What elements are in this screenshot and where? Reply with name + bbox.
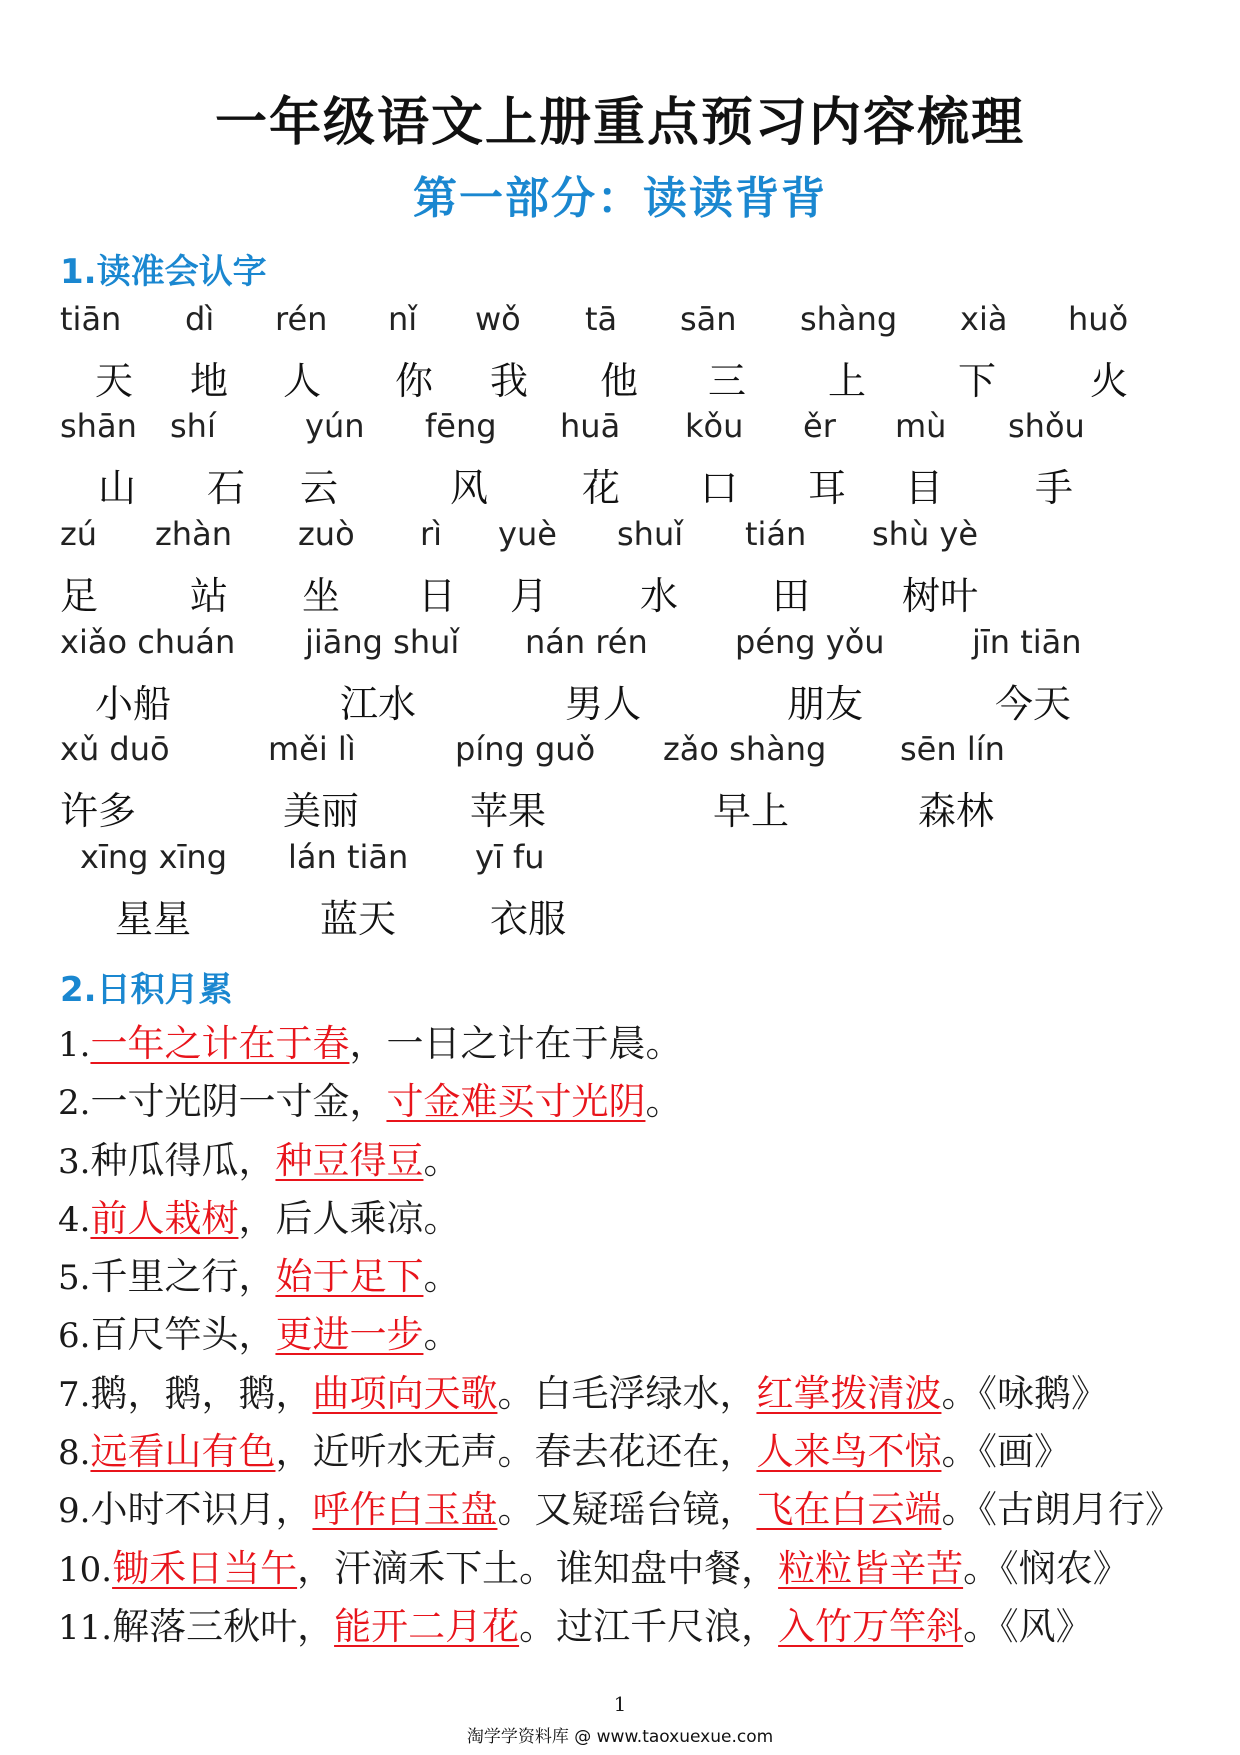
saying-number: 11. [58,1607,113,1648]
hanzi: 星星 [115,897,192,941]
saying-number: 5. [58,1258,91,1299]
saying-number: 6. [58,1316,91,1357]
saying-text: 。《风》 [963,1604,1093,1648]
pinyin: měi lì [268,730,356,768]
saying-number: 3. [58,1141,91,1182]
pinyin: shí [170,407,216,445]
saying-text: ，汗滴禾下土。谁知盘中餐， [297,1546,779,1590]
pinyin: ěr [803,407,836,445]
pinyin: huā [560,407,621,445]
pinyin: shān [60,407,137,445]
pinyin: yún [305,407,365,445]
saying-item [58,1540,1228,1598]
hanzi: 口 [700,466,739,510]
hanzi: 我 [490,359,529,403]
highlight-text: 一年之计在于春 [90,1022,350,1065]
saying-text: 。过江千尺浪， [519,1604,779,1648]
pinyin: yī fu [475,838,545,876]
saying-item [58,1190,1228,1248]
highlight-text: 入竹万竿斜 [778,1604,964,1648]
pinyin: fēng [425,407,497,445]
footer-watermark: 淘学学资料库 @ www.taoxuexue.com [466,1727,774,1747]
hanzi: 日 [418,574,457,618]
hanzi: 三 [708,359,747,403]
saying-text: 。《悯农》 [963,1546,1130,1590]
hanzi: 坐 [302,574,341,618]
highlight-text: 红掌拨清波 [756,1371,942,1415]
pinyin: tián [745,515,807,553]
hanzi: 花 [582,466,621,510]
hanzi: 月 [510,574,549,618]
hanzi: 森林 [918,789,995,833]
pinyin: zú [60,515,98,553]
saying-text: 。《古朗月行》 [941,1488,1182,1532]
saying-number: 4. [58,1199,91,1240]
pinyin: xiǎo chuán [60,623,236,661]
pinyin: yuè [498,515,557,553]
pinyin: dì [185,300,215,338]
hanzi: 苹果 [470,789,547,833]
pinyin: wǒ [475,300,521,338]
hanzi: 许多 [60,789,137,833]
hanzi: 蓝天 [320,897,397,941]
saying-text: ，后人乘凉。 [238,1196,461,1240]
highlight-text: 呼作白玉盘 [312,1488,498,1532]
pinyin: rén [275,300,328,338]
saying-number: 9. [58,1491,91,1532]
pinyin: kǒu [685,407,744,445]
pinyin: shù yè [872,515,979,553]
highlight-text: 更进一步 [275,1313,424,1357]
highlight-text: 曲项向天歌 [312,1371,498,1415]
highlight-text: 飞在白云端 [756,1488,942,1532]
pinyin: nǐ [388,300,418,338]
hanzi: 朋友 [787,682,864,726]
saying-text: 。又疑瑶台镜， [497,1488,757,1532]
section-heading-sayings: 2.日积月累 [60,970,233,1010]
saying-text: 解落三秋叶， [112,1604,335,1648]
saying-item [58,1598,1228,1656]
highlight-text: 粒粒皆辛苦 [778,1546,964,1590]
pinyin: jīn tiān [972,623,1082,661]
pinyin: xià [960,300,1008,338]
saying-text: 鹅，鹅，鹅， [90,1371,313,1415]
highlight-text: 前人栽树 [90,1196,239,1240]
saying-text: 千里之行， [90,1255,276,1299]
pinyin: nán rén [525,623,648,661]
pinyin: péng yǒu [735,623,885,661]
saying-text: 。《咏鹅》 [941,1371,1108,1415]
hanzi: 他 [600,359,639,403]
section-heading-characters: 1.读准会认字 [60,252,267,292]
hanzi: 早上 [713,789,790,833]
part-heading: 第一部分：读读背背 [413,173,827,224]
saying-item [58,1073,1228,1131]
pinyin: huǒ [1068,300,1129,338]
hanzi: 耳 [808,466,847,510]
hanzi: 山 [98,466,137,510]
hanzi: 上 [828,359,867,403]
saying-item [58,1306,1228,1364]
hanzi: 火 [1090,359,1129,403]
hanzi: 美丽 [283,789,360,833]
hanzi: 小船 [95,682,172,726]
hanzi: 足 [60,574,99,618]
saying-text: 百尺竿头， [90,1313,276,1357]
pinyin: tiān [60,300,122,338]
saying-number: 10. [58,1549,113,1590]
pinyin: rì [420,515,443,553]
saying-text: 。 [423,1138,461,1182]
saying-text: 。 [645,1080,683,1124]
pinyin: zuò [298,515,355,553]
page-number: 1 [613,1692,627,1716]
page-title: 一年级语文上册重点预习内容梳理 [214,93,1025,153]
highlight-text: 种豆得豆 [275,1138,424,1182]
hanzi: 目 [905,466,944,510]
pinyin: zǎo shàng [663,730,827,768]
hanzi: 风 [450,466,489,510]
hanzi: 石 [207,466,246,510]
highlight-text: 寸金难买寸光阴 [386,1080,646,1124]
saying-item [58,1481,1228,1539]
pinyin: xǔ duō [60,730,170,768]
hanzi: 衣服 [490,897,567,941]
pinyin: mù [895,407,947,445]
pinyin: shǒu [1008,407,1085,445]
saying-text: 。《画》 [941,1430,1071,1474]
pinyin: zhàn [155,515,232,553]
hanzi: 你 [395,359,434,403]
saying-number: 7. [58,1374,91,1415]
saying-item [58,1365,1228,1423]
saying-text: ，一日之计在于晨。 [349,1022,683,1065]
pinyin: píng guǒ [455,730,596,768]
hanzi: 今天 [995,682,1072,726]
hanzi: 下 [958,359,997,403]
hanzi: 树叶 [902,574,979,618]
saying-text: 种瓜得瓜， [90,1138,276,1182]
pinyin: tā [585,300,618,338]
pinyin: xīng xīng [80,838,228,876]
pinyin: lán tiān [288,838,409,876]
pinyin: jiāng shuǐ [305,623,460,661]
pinyin: sēn lín [900,730,1005,768]
hanzi: 手 [1035,466,1074,510]
highlight-text: 远看山有色 [90,1430,276,1474]
saying-text: 小时不识月， [90,1488,313,1532]
hanzi: 天 [95,359,134,403]
saying-text: 。 [423,1255,461,1299]
saying-item [58,1015,1228,1073]
saying-item [58,1248,1228,1306]
highlight-text: 能开二月花 [334,1604,520,1648]
hanzi: 地 [190,359,229,403]
saying-item [58,1132,1228,1190]
pinyin: shàng [800,300,898,338]
saying-number: 1. [58,1025,91,1065]
hanzi: 男人 [565,682,642,726]
hanzi: 云 [300,466,339,510]
highlight-text: 锄禾日当午 [112,1546,298,1590]
saying-number: 2. [58,1083,91,1124]
hanzi: 江水 [340,682,417,726]
hanzi: 水 [640,574,679,618]
saying-text: 。白毛浮绿水， [497,1371,757,1415]
hanzi: 人 [283,359,322,403]
hanzi: 站 [190,574,229,618]
saying-item [58,1423,1228,1481]
pinyin: shuǐ [617,515,684,553]
hanzi: 田 [772,574,811,618]
highlight-text: 人来鸟不惊 [756,1430,942,1474]
saying-text: 。 [423,1313,461,1357]
pinyin: sān [680,300,737,338]
saying-text: ，近听水无声。春去花还在， [275,1430,757,1474]
saying-number: 8. [58,1433,91,1474]
highlight-text: 始于足下 [275,1255,424,1299]
saying-text: 一寸光阴一寸金， [90,1080,387,1124]
sayings-list [58,1015,1228,1656]
